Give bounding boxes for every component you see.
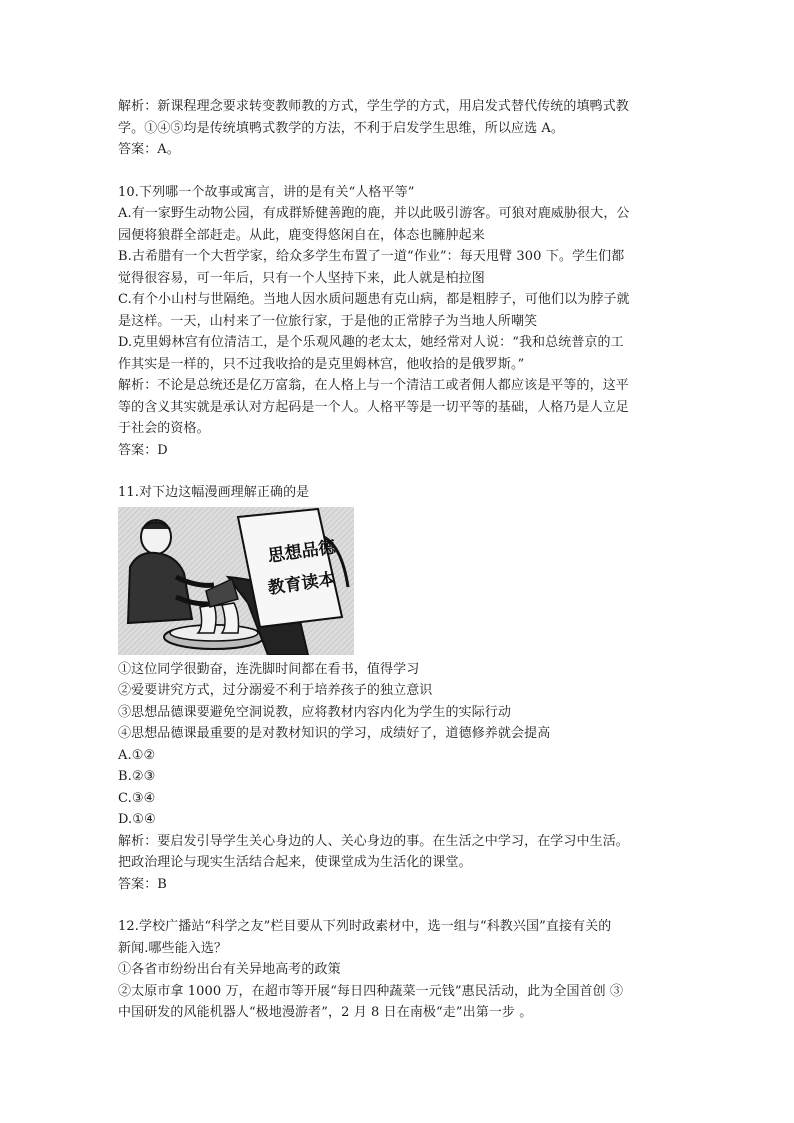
option-line: 是这样。一天，山村来了一位旅行家，于是他的正常脖子为当地人所嘲笑 [118,313,538,329]
question-title-10: 10.下列哪一个故事或寓言，讲的是有关“人格平等” [118,184,415,200]
option-line: B.②③ [118,769,156,784]
statement-line: ③思想品德课要避免空洞说教，应将教材内容内化为学生的实际行动 [118,704,512,720]
answer-line: 答案：A。 [118,142,180,157]
statement-line: ①这位同学很勤奋，连洗脚时间都在看书，值得学习 [118,661,420,677]
statement-line: ②爱要讲究方式，过分溺爱不利于培养孩子的独立意识 [118,683,433,698]
analysis-line: 等的含义其实就是承认对方起码是一个人。人格平等是一切平等的基础，人格乃是人立足 [118,399,629,415]
analysis-line: 学。①④⑤均是传统填鸭式教学的方法，不利于启发学生思维，所以应选 A。 [118,120,565,136]
statement-line: ④思想品德课最重要的是对教材知识的学习，成绩好了，道德修养就会提高 [118,726,551,741]
option-line: D.①④ [118,812,156,827]
statement-line: ②太原市拿 1000 万，在超市等开展“每日四种蔬菜一元钱”惠民活动，此为全国首创 ③ [118,983,624,999]
analysis-line: 解析：不论是总统还是亿万富翁，在人格上与一个清洁工或者佣人都应该是平等的，这平 [118,378,629,393]
option-line: C.有个小山村与世隔绝。当地人因水质问题患有克山病，都是粗脖子，可他们以为脖子就 [118,292,630,307]
option-line: C.③④ [118,790,156,806]
analysis-line: 解析：要启发引导学生关心身边的人、关心身边的事。在生活之中学习，在学习中生活。 [118,833,629,849]
cartoon-text-line: 教育读本 [266,568,337,599]
option-line: A.有一家野生动物公园，有成群矫健善跑的鹿，并以此吸引游客。可狼对鹿威胁很大，公 [118,206,630,221]
statement-line: ①各省市纷纷出台有关异地高考的政策 [118,962,341,977]
option-line: 园便将狼群全部赶走。从此，鹿变得悠闲自在，体态也臃肿起来 [118,227,485,243]
option-line: 觉得很容易，可一年后，只有一个人坚持下来，此人就是柏拉图 [118,270,485,286]
option-line: D.克里姆林宫有位清洁工，是个乐观风趣的老太太，她经常对人说：“我和总统普京的工 [118,335,624,350]
question-title-12: 12.学校广播站“科学之友”栏目要从下列时政素材中，选一组与“科教兴国”直接有关的 [118,919,612,934]
cartoon-illustration [118,507,354,655]
document-page [118,96,684,1024]
answer-line: 答案：B [118,876,167,892]
option-line: A.①② [118,747,156,763]
option-line: B.古希腊有一个大哲学家，给众多学生布置了一道“作业”：每天甩臂 300 下。学生们都 [118,249,625,264]
analysis-line: 解析：新课程理念要求转变教师教的方式，学生学的方式，用启发式替代传统的填鸭式教 [118,99,629,114]
answer-line: 答案：D [118,442,168,458]
question-title-12-cont: 新闻.哪些能入选？ [118,940,228,956]
cartoon-text-line: 思想品德 [266,536,337,567]
question-title-11: 11.对下边这幅漫画理解正确的是 [118,485,310,500]
option-line: 作其实是一样的，只不过我收拾的是克里姆林宫，他收拾的是俄罗斯。” [118,356,525,372]
analysis-line: 于社会的资格。 [118,421,210,436]
analysis-line: 把政治理论与现实生活结合起来，使课堂成为生活化的课堂。 [118,855,472,870]
statement-line: 中国研发的风能机器人“极地漫游者”，2 月 8 日在南极“走”出第一步 。 [118,1005,533,1020]
